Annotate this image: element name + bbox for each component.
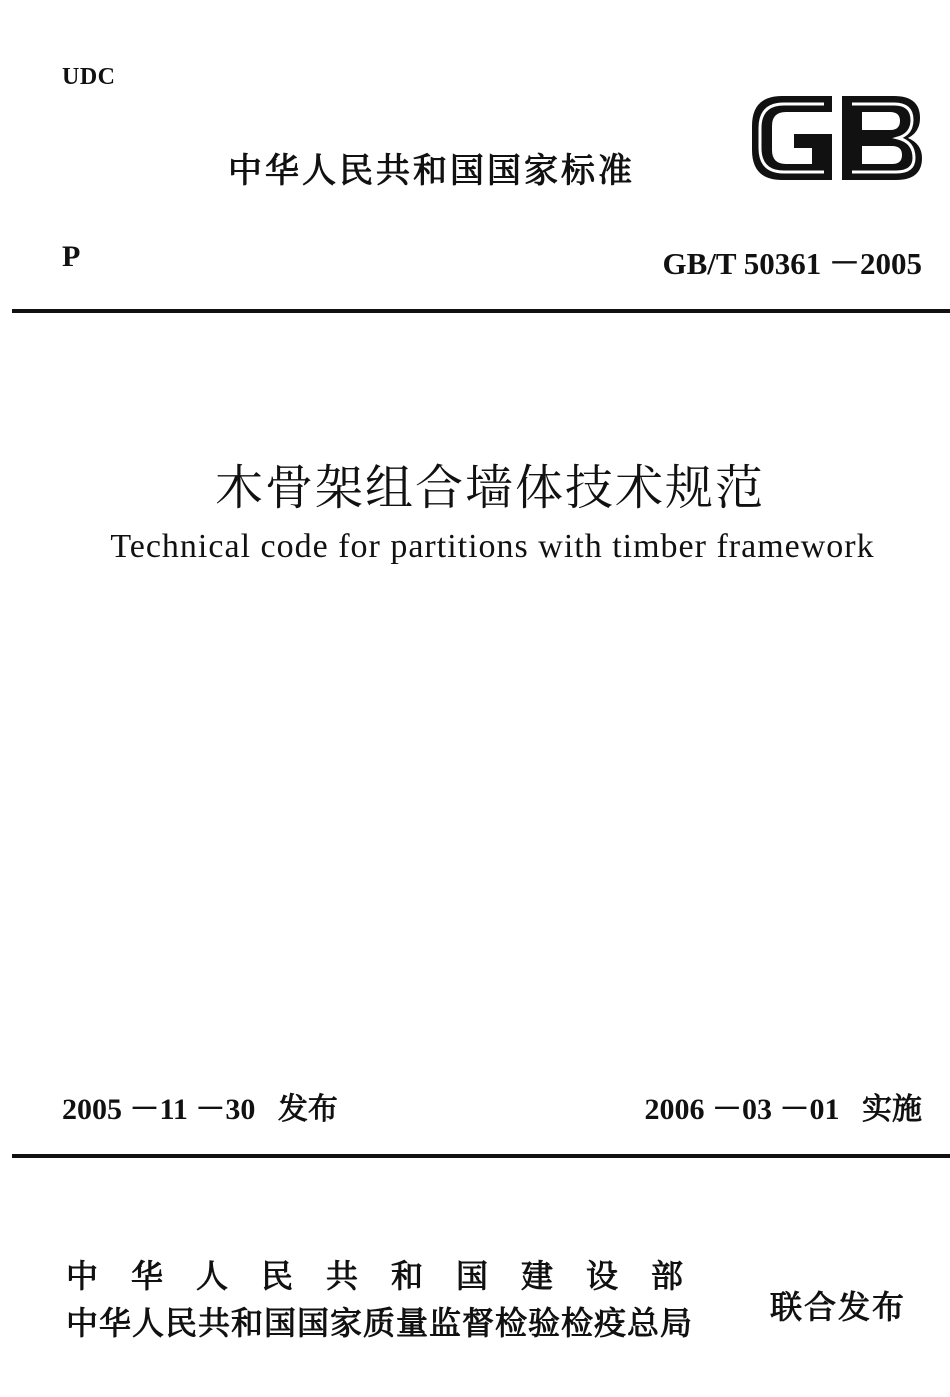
issue-date: 2005 －11 －30 (62, 1093, 256, 1126)
issuer-ministry-of-construction: 中华人民共和国建设部 (66, 1257, 717, 1295)
implement-date-block (645, 1084, 923, 1128)
issue-date-block (62, 1084, 338, 1128)
top-divider (12, 309, 950, 313)
classification-code: P (62, 240, 81, 273)
national-standard-heading: 中华人民共和国国家标准 (228, 151, 635, 191)
title-chinese: 木骨架组合墙体技术规范 (214, 460, 765, 516)
bottom-divider (12, 1154, 950, 1158)
implement-label: 实施 (862, 1092, 922, 1127)
issue-label: 发布 (277, 1092, 338, 1127)
implement-date: 2006 －03 －01 (644, 1093, 840, 1126)
issuer-aqsiq: 中华人民共和国国家质量监督检验检疫总局 (66, 1304, 694, 1342)
gb-logo-icon (748, 92, 924, 184)
joint-issue-label: 联合发布 (770, 1288, 907, 1326)
standard-number: GB/T 50361 －2005 (662, 246, 922, 281)
title-english: Technical code for partitions with timber framework (110, 528, 875, 565)
udc-label: UDC (62, 64, 116, 90)
